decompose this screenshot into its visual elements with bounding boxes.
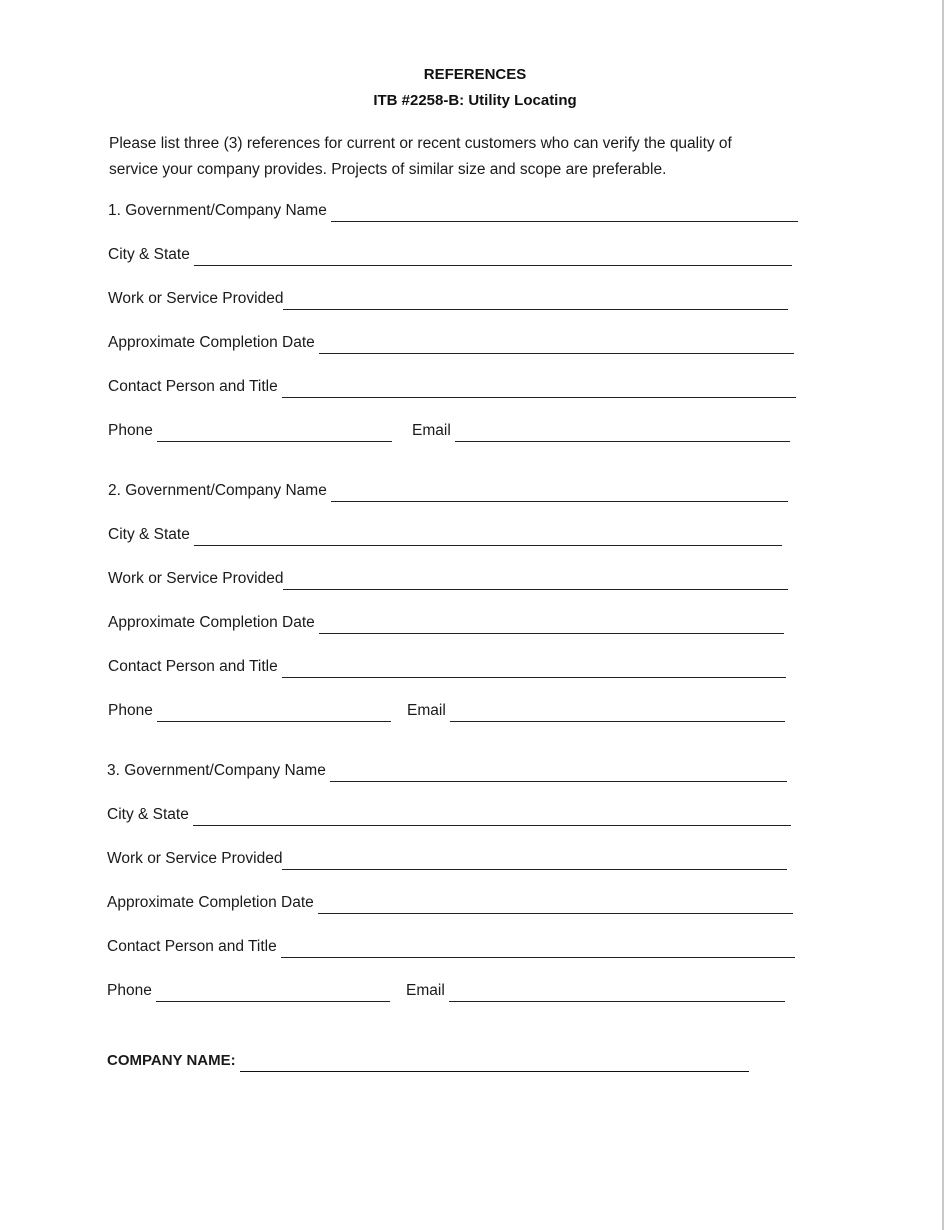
ref1-name-row [108, 198, 798, 222]
ref1-work-row [108, 286, 788, 310]
company-name-field[interactable] [240, 1053, 749, 1072]
ref1-phone-row [108, 418, 392, 442]
ref3-contact-field[interactable] [281, 939, 795, 958]
ref3-work-label: Work or Service Provided [107, 850, 283, 867]
ref1-work-field[interactable] [283, 291, 788, 310]
ref3-name-row [107, 758, 787, 782]
ref3-city-label: City & State [107, 806, 189, 823]
ref1-city-label: City & State [108, 246, 190, 263]
ref1-name-field[interactable] [331, 203, 798, 222]
ref3-phone-field[interactable] [156, 983, 390, 1002]
ref2-email-field[interactable] [450, 703, 785, 722]
ref1-phone-label: Phone [108, 422, 153, 439]
ref3-city-field[interactable] [193, 807, 791, 826]
ref2-date-label: Approximate Completion Date [108, 614, 315, 631]
ref2-work-field[interactable] [283, 571, 788, 590]
ref2-phone-label: Phone [108, 702, 153, 719]
ref1-work-label: Work or Service Provided [108, 290, 284, 307]
ref1-email-field[interactable] [455, 423, 790, 442]
ref3-work-field[interactable] [282, 851, 787, 870]
ref1-city-row [108, 242, 792, 266]
ref2-email-label: Email [407, 702, 446, 719]
ref3-date-field[interactable] [318, 895, 793, 914]
ref2-name-field[interactable] [331, 483, 788, 502]
instructions-line-1: Please list three (3) references for current or recent customers who can verify the quality of [109, 135, 732, 152]
scan-edge-line [942, 0, 944, 1230]
ref1-date-label: Approximate Completion Date [108, 334, 315, 351]
instructions-line-2: service your company provides. Projects of similar size and scope are preferable. [109, 161, 667, 178]
ref1-email-row [412, 418, 790, 442]
ref3-contact-label: Contact Person and Title [107, 938, 277, 955]
ref3-name-label: 3. Government/Company Name [107, 762, 326, 779]
ref3-email-field[interactable] [449, 983, 785, 1002]
ref2-phone-field[interactable] [157, 703, 391, 722]
ref3-phone-label: Phone [107, 982, 152, 999]
ref2-contact-row [108, 654, 786, 678]
ref3-email-label: Email [406, 982, 445, 999]
ref3-contact-row [107, 934, 795, 958]
ref2-email-row [407, 698, 785, 722]
ref1-email-label: Email [412, 422, 451, 439]
ref2-contact-label: Contact Person and Title [108, 658, 278, 675]
ref3-city-row [107, 802, 791, 826]
ref3-email-row [406, 978, 785, 1002]
ref3-work-row [107, 846, 787, 870]
page-subtitle: ITB #2258-B: Utility Locating [373, 92, 577, 109]
ref3-date-row [107, 890, 793, 914]
instructions [109, 131, 829, 183]
ref2-city-field[interactable] [194, 527, 782, 546]
ref2-work-label: Work or Service Provided [108, 570, 284, 587]
ref2-name-row [108, 478, 788, 502]
ref3-phone-row [107, 978, 390, 1002]
ref1-name-label: 1. Government/Company Name [108, 202, 327, 219]
ref2-city-row [108, 522, 782, 546]
ref2-city-label: City & State [108, 526, 190, 543]
ref1-city-field[interactable] [194, 247, 792, 266]
ref1-date-row [108, 330, 794, 354]
ref2-date-field[interactable] [319, 615, 784, 634]
ref1-contact-field[interactable] [282, 379, 796, 398]
ref2-date-row [108, 610, 784, 634]
ref3-date-label: Approximate Completion Date [107, 894, 314, 911]
ref2-phone-row [108, 698, 391, 722]
ref2-name-label: 2. Government/Company Name [108, 482, 327, 499]
ref1-phone-field[interactable] [157, 423, 392, 442]
ref2-contact-field[interactable] [282, 659, 786, 678]
company-name-row [107, 1048, 749, 1072]
page-title: REFERENCES [423, 66, 527, 83]
company-name-label: COMPANY NAME: [107, 1052, 236, 1069]
ref2-work-row [108, 566, 788, 590]
ref1-contact-row [108, 374, 796, 398]
ref1-contact-label: Contact Person and Title [108, 378, 278, 395]
ref3-name-field[interactable] [330, 763, 787, 782]
ref1-date-field[interactable] [319, 335, 794, 354]
